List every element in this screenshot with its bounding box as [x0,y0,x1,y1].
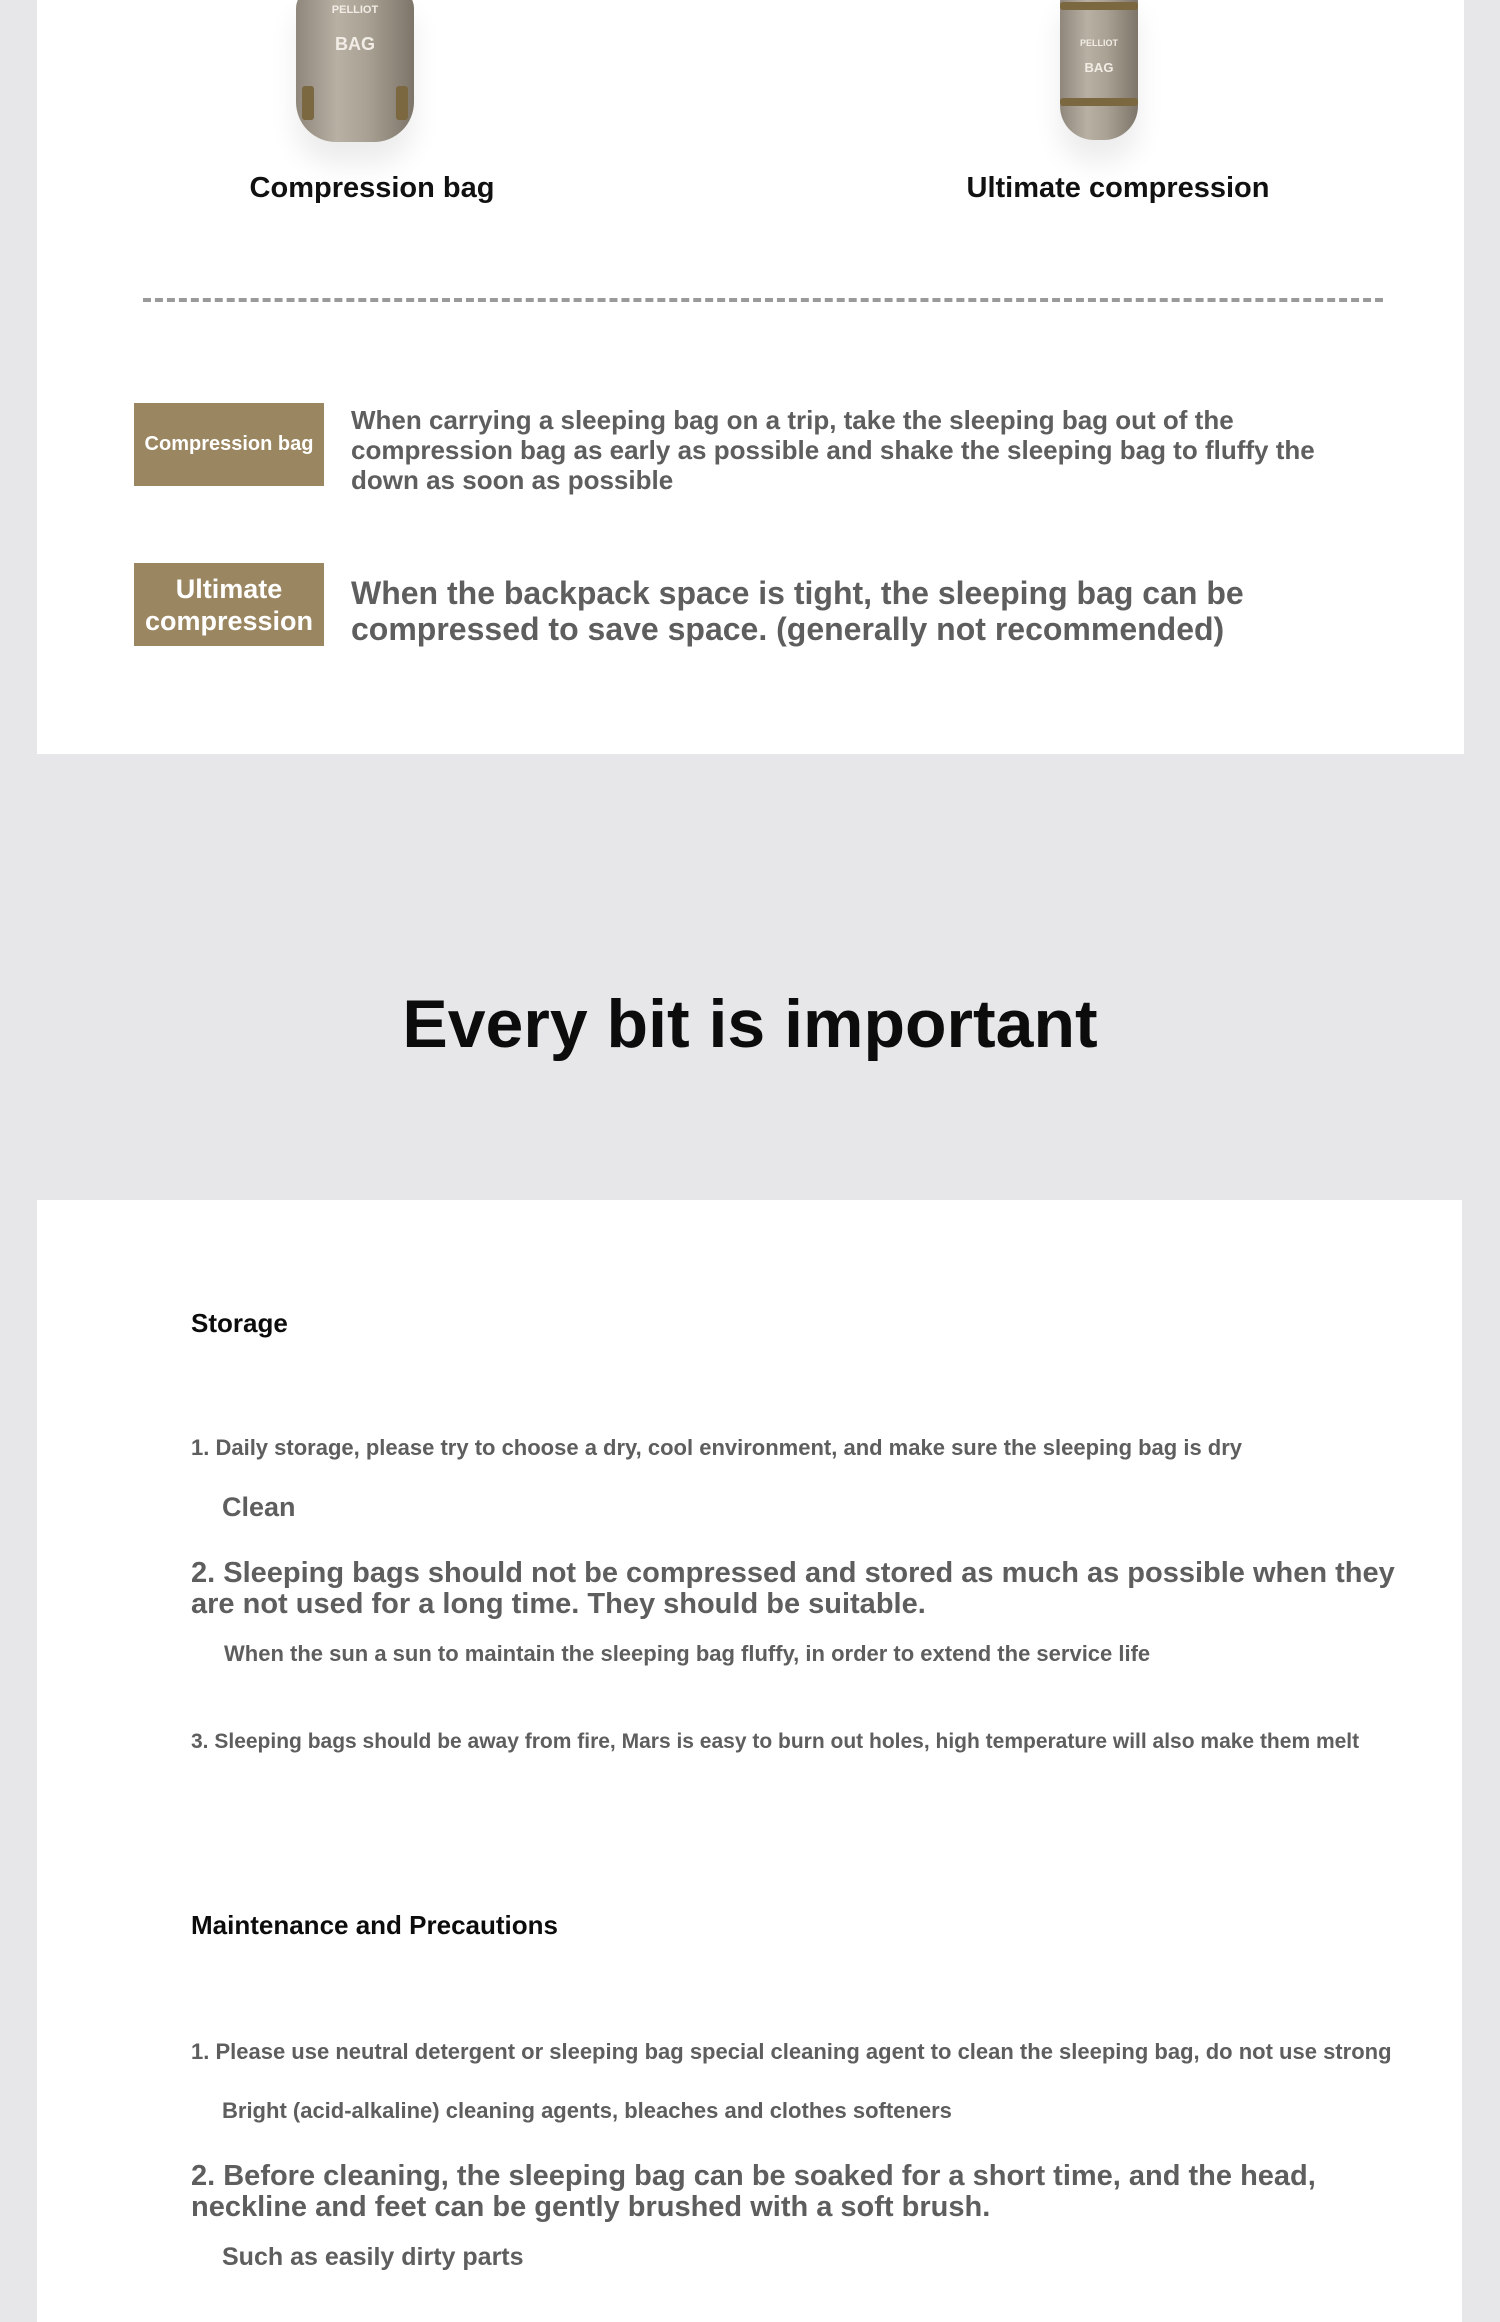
maintenance-item-1: 1. Please use neutral detergent or sleeping bag special cleaning agent to clean the sleeping bag, do not use strong [191,2039,1392,2064]
storage-item-2: 2. Sleeping bags should not be compressed and stored as much as possible when they are not used for a long time. They should be suitable. [191,1557,1395,1620]
compression-bag-description: When carrying a sleeping bag on a trip, take the sleeping bag out of the compression bag as early as possible and shake the sleeping bag to fluffy the down as soon as possible [351,405,1315,495]
bag-strap [1060,2,1138,10]
ultimate-compression-photo [1060,0,1138,140]
bag-strap [396,86,408,120]
maintenance-item-1-continued: Bright (acid-alkaline) cleaning agents, bleaches and clothes softeners [222,2098,952,2123]
maintenance-item-2-continued: Such as easily dirty parts [222,2243,524,2271]
bag-label: BAG [1084,60,1114,75]
ultimate-compression-tag: Ultimate compression [134,563,324,646]
ultimate-compression-description: When the backpack space is tight, the sleeping bag can be compressed to save space. (generally not recommended) [351,575,1244,647]
compression-bag-caption: Compression bag [249,172,495,204]
care-instructions-card [37,1200,1462,2322]
section-heading: Every bit is important [402,986,1098,1062]
bag-label: BAG [335,34,375,54]
storage-item-1-continued: Clean [222,1492,296,1522]
ultimate-compression-caption: Ultimate compression [966,172,1270,204]
maintenance-item-2: 2. Before cleaning, the sleeping bag can be soaked for a short time, and the head, neckline and feet can be gently brushed with a soft brush. [191,2160,1316,2223]
bag-brand-label: PELLIOT [1080,38,1118,48]
maintenance-heading: Maintenance and Precautions [191,1910,558,1940]
storage-item-2-continued: When the sun a sun to maintain the sleeping bag fluffy, in order to extend the service life [224,1641,1151,1666]
dashed-divider [143,298,1383,302]
storage-item-1: 1. Daily storage, please try to choose a dry, cool environment, and make sure the sleeping bag is dry [191,1435,1243,1460]
storage-item-3: 3. Sleeping bags should be away from fire, Mars is easy to burn out holes, high temperature will also make them melt [191,1730,1360,1753]
bag-strap [1060,98,1138,106]
storage-heading: Storage [191,1308,288,1338]
compression-bag-photo [296,0,414,142]
bag-brand-label: PELLIOT [331,4,379,16]
compression-bag-tag: Compression bag [134,403,324,486]
bag-strap [302,86,314,120]
